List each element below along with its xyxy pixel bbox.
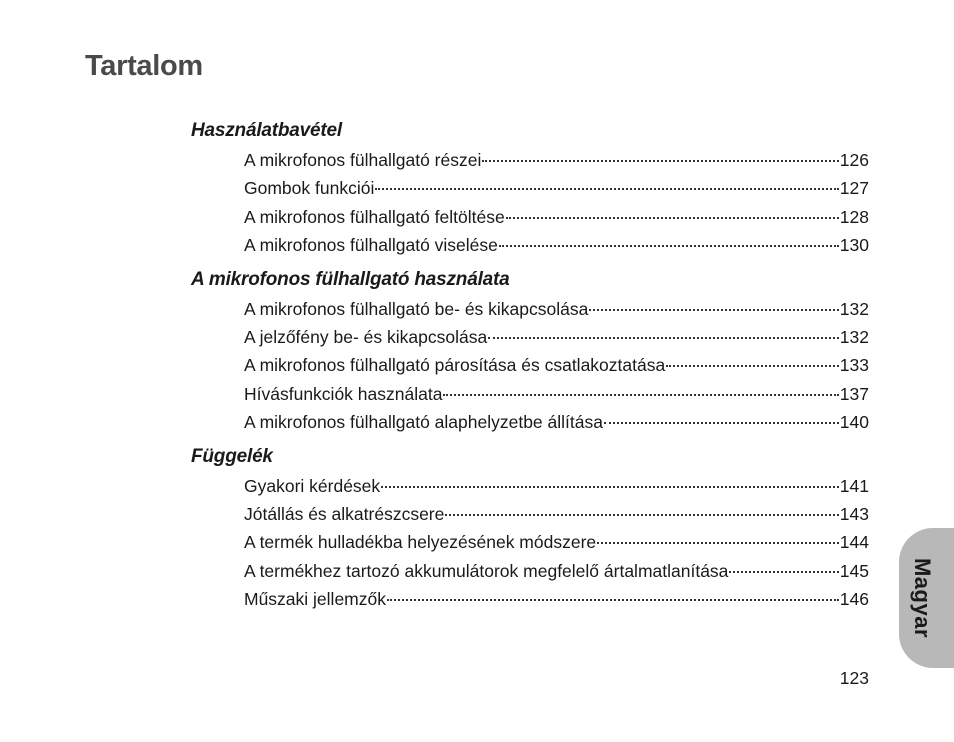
dot-leader — [597, 542, 839, 544]
dot-leader — [488, 337, 839, 339]
entry-title: A termék hulladékba helyezésének módszere — [244, 532, 597, 553]
entry-page-number: 140 — [839, 412, 869, 433]
toc-entry[interactable] — [244, 174, 869, 202]
toc-entry[interactable] — [244, 231, 869, 259]
entry-page-number: 130 — [839, 235, 869, 256]
toc-entry[interactable] — [244, 146, 869, 174]
entry-page-number: 128 — [839, 206, 869, 227]
entry-title: A mikrofonos fülhallgató párosítása és csatlakoztatása — [244, 355, 666, 376]
toc-entry[interactable] — [244, 295, 869, 323]
toc-entry[interactable] — [244, 500, 869, 528]
dot-leader — [482, 160, 838, 162]
entry-page-number: 126 — [839, 150, 869, 170]
dot-leader — [589, 309, 838, 311]
entry-title: A mikrofonos fülhallgató be- és kikapcsolása — [244, 298, 589, 319]
language-tab-label: Magyar — [910, 557, 935, 639]
table-of-contents — [191, 118, 869, 620]
entry-page-number: 146 — [839, 589, 869, 610]
dot-leader — [666, 365, 839, 367]
entry-page-number: 143 — [839, 503, 869, 524]
toc-entry[interactable] — [244, 528, 869, 556]
toc-entry[interactable] — [244, 585, 869, 613]
dot-leader — [387, 599, 839, 601]
entry-page-number: 141 — [839, 475, 869, 496]
toc-section-fuggelek — [191, 444, 869, 614]
page-title: Tartalom — [85, 50, 203, 82]
dot-leader — [499, 245, 839, 247]
entry-title: A mikrofonos fülhallgató alaphelyzetbe állítása — [244, 412, 603, 433]
dot-leader — [506, 217, 839, 219]
entry-title: A mikrofonos fülhallgató viselése — [244, 235, 498, 256]
entry-title: Gombok funkciói — [244, 178, 375, 199]
entry-page-number: 132 — [839, 298, 869, 319]
toc-entry[interactable] — [244, 557, 869, 585]
dot-leader — [729, 571, 838, 573]
toc-entry[interactable] — [244, 351, 869, 379]
entry-page-number: 132 — [839, 326, 869, 347]
toc-section-hasznalatbavetel — [191, 118, 869, 260]
entry-title: Jótállás és alkatrészcsere — [244, 503, 445, 524]
toc-entry[interactable] — [244, 203, 869, 231]
toc-entry[interactable] — [244, 408, 869, 436]
section-heading: A mikrofonos fülhallgató használata — [191, 268, 510, 290]
entry-title: Hívásfunkciók használata — [244, 383, 443, 404]
entry-title: Műszaki jellemzők — [244, 589, 386, 610]
entry-page-number: 127 — [839, 178, 869, 199]
toc-entry[interactable] — [244, 472, 869, 500]
dot-leader — [604, 422, 839, 424]
entry-title: A jelzőfény be- és kikapcsolása — [244, 326, 488, 347]
dot-leader — [445, 514, 838, 516]
entry-title: A mikrofonos fülhallgató feltöltése — [244, 206, 505, 227]
entry-page-number: 137 — [839, 383, 869, 404]
page-number: 123 — [839, 668, 869, 688]
entry-page-number: 145 — [839, 560, 869, 581]
entry-title: A termékhez tartozó akkumulátorok megfelelő ártalmatlanítása — [244, 560, 729, 581]
section-heading: Függelék — [191, 445, 273, 467]
toc-entry[interactable] — [244, 380, 869, 408]
toc-section-hasznalata — [191, 267, 869, 437]
entry-page-number: 133 — [839, 355, 869, 376]
dot-leader — [381, 486, 839, 488]
entry-title: A mikrofonos fülhallgató részei — [244, 150, 482, 170]
dot-leader — [443, 394, 838, 396]
toc-entry[interactable] — [244, 323, 869, 351]
section-heading: Használatbavétel — [191, 120, 342, 141]
entry-title: Gyakori kérdések — [244, 475, 381, 496]
dot-leader — [375, 188, 838, 190]
entry-page-number: 144 — [839, 532, 869, 553]
